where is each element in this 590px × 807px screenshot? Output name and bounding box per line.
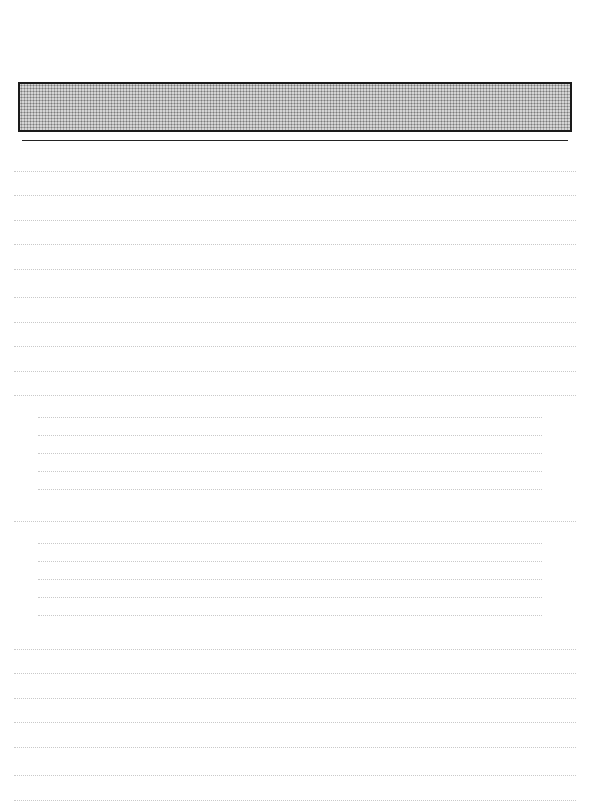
headline-banner: [18, 82, 572, 132]
basmala-heading: [10, 6, 580, 38]
quotation-1: [34, 400, 546, 493]
paragraph-4: [10, 752, 580, 801]
lead-in: [10, 499, 580, 522]
divider: [22, 140, 568, 141]
quotation-2: [34, 526, 546, 619]
paragraph-1: [10, 147, 580, 270]
paragraph-2: [10, 274, 580, 397]
paragraph-3: [10, 625, 580, 748]
article-headline: [10, 42, 580, 72]
